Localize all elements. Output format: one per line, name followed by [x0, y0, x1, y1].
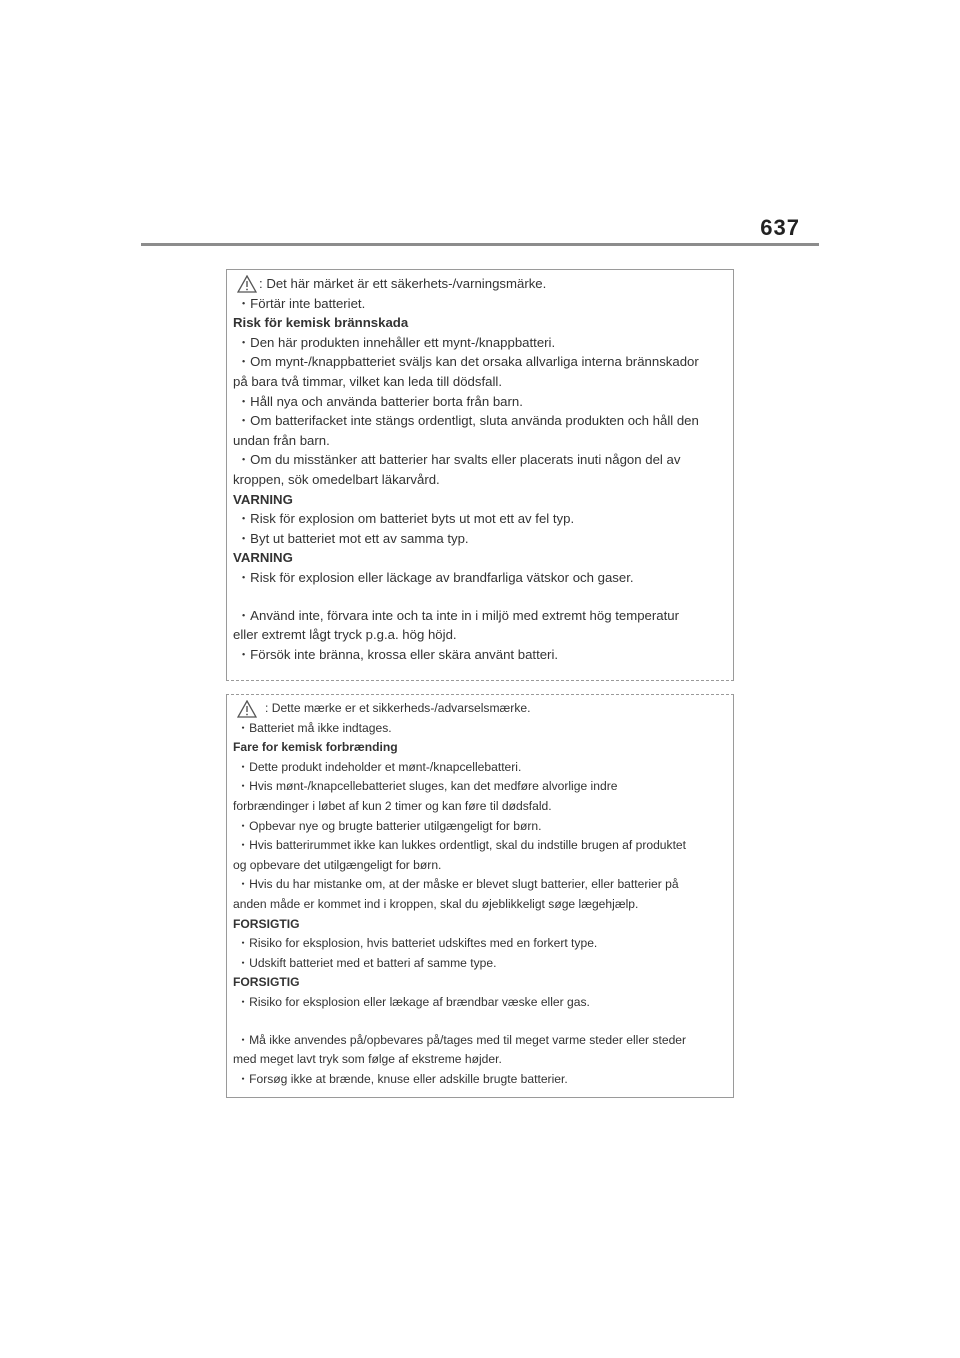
notice-line-4: ・Hvis mønt-/knapcellebatteriet sluges, kan det medføre alvorlige indre: [237, 779, 618, 794]
notice-heading: FORSIGTIG: [233, 975, 300, 990]
page-number: 637: [760, 215, 800, 240]
notice-line-17: med meget lavt tryk som følge af ekstreme højder.: [233, 1052, 502, 1067]
notice-line-5: på bara två timmar, vilket kan leda till dödsfall.: [233, 373, 503, 389]
notice-line-6: ・Håll nya och använda batterier borta från barn.: [237, 393, 523, 409]
notice-heading: Risk för kemisk brännskada: [233, 315, 409, 331]
notice-line-5: forbrændinger i løbet af kun 2 timer og kan føre til dødsfald.: [233, 798, 552, 813]
danish-warning-notice: [226, 694, 734, 1098]
warning-triangle-icon: [237, 275, 257, 293]
notice-line-10: kroppen, sök omedelbart läkarvård.: [233, 471, 440, 487]
notice-line-3: ・Dette produkt indeholder et mønt-/knapcellebatteri.: [237, 759, 522, 774]
notice-line-16: ・Må ikke anvendes på/opbevares på/tages med til meget varme steder eller steder: [237, 1032, 687, 1047]
notice-line-18: ・Forsøg ikke at brænde, knuse eller adskille brugte batterier.: [237, 1071, 568, 1086]
notice-line-18: ・Försök inte bränna, krossa eller skära använt batteri.: [237, 646, 559, 662]
notice-line-12: ・Risk för explosion om batteriet byts ut mot ett av fel typ.: [237, 511, 575, 527]
notice-heading: FORSIGTIG: [233, 916, 300, 931]
notice-line-15: ・Risk för explosion eller läckage av brandfarliga vätskor och gaser.: [237, 569, 634, 585]
notice-line-13: ・Udskift batteriet med et batteri af samme type.: [237, 955, 497, 970]
notice-line-17: eller extremt lågt tryck p.g.a. hög höjd.: [233, 627, 457, 643]
notice-line-0: : Dette mærke er et sikkerheds-/advarselsmærke.: [233, 699, 727, 719]
notice-line-13: ・Byt ut batteriet mot ett av samma typ.: [237, 530, 469, 546]
notice-heading: VARNING: [233, 491, 293, 507]
header-rule: [141, 243, 819, 246]
notice-line-8: undan från barn.: [233, 432, 330, 448]
swedish-warning-notice: [226, 269, 734, 681]
notice-line-7: ・Om batterifacket inte stängs ordentligt, sluta använda produkten och håll den: [237, 413, 699, 429]
notice-line-8: og opbevare det utilgængeligt for børn.: [233, 857, 442, 872]
notice-line-4: ・Om mynt-/knappbatteriet sväljs kan det orsaka allvarliga interna brännskador: [237, 354, 699, 370]
notice-line-1: ・Förtär inte batteriet.: [237, 295, 366, 311]
notice-line-3: ・Den här produkten innehåller ett mynt-/knappbatteri.: [237, 334, 556, 350]
notice-line-15: ・Risiko for eksplosion eller lækage af brændbar væske eller gas.: [237, 994, 590, 1009]
warning-triangle-icon: [237, 700, 257, 718]
notice-line-9: ・Om du misstänker att batterier har svalts eller placerats inuti någon del av: [237, 452, 681, 468]
notice-line-10: anden måde er kommet ind i kroppen, skal du øjeblikkeligt søge lægehjælp.: [233, 896, 639, 911]
notice-line-16: ・Använd inte, förvara inte och ta inte in i miljö med extremt hög temperatur: [237, 607, 679, 623]
notice-heading: Fare for kemisk forbrænding: [233, 740, 398, 755]
notice-line-12: ・Risiko for eksplosion, hvis batteriet udskiftes med en forkert type.: [237, 936, 598, 951]
notice-line-9: ・Hvis du har mistanke om, at der måske er blevet slugt batterier, eller batterier på: [237, 877, 679, 892]
notice-line-7: ・Hvis batterirummet ikke kan lukkes ordentligt, skal du indstille brugen af produktet: [237, 838, 687, 853]
notice-line-1: ・Batteriet må ikke indtages.: [237, 720, 392, 735]
notice-line-6: ・Opbevar nye og brugte batterier utilgængeligt for børn.: [237, 818, 542, 833]
notice-line-0: : Det här märket är ett säkerhets-/varningsmärke.: [233, 274, 727, 294]
notice-heading: VARNING: [233, 550, 293, 566]
